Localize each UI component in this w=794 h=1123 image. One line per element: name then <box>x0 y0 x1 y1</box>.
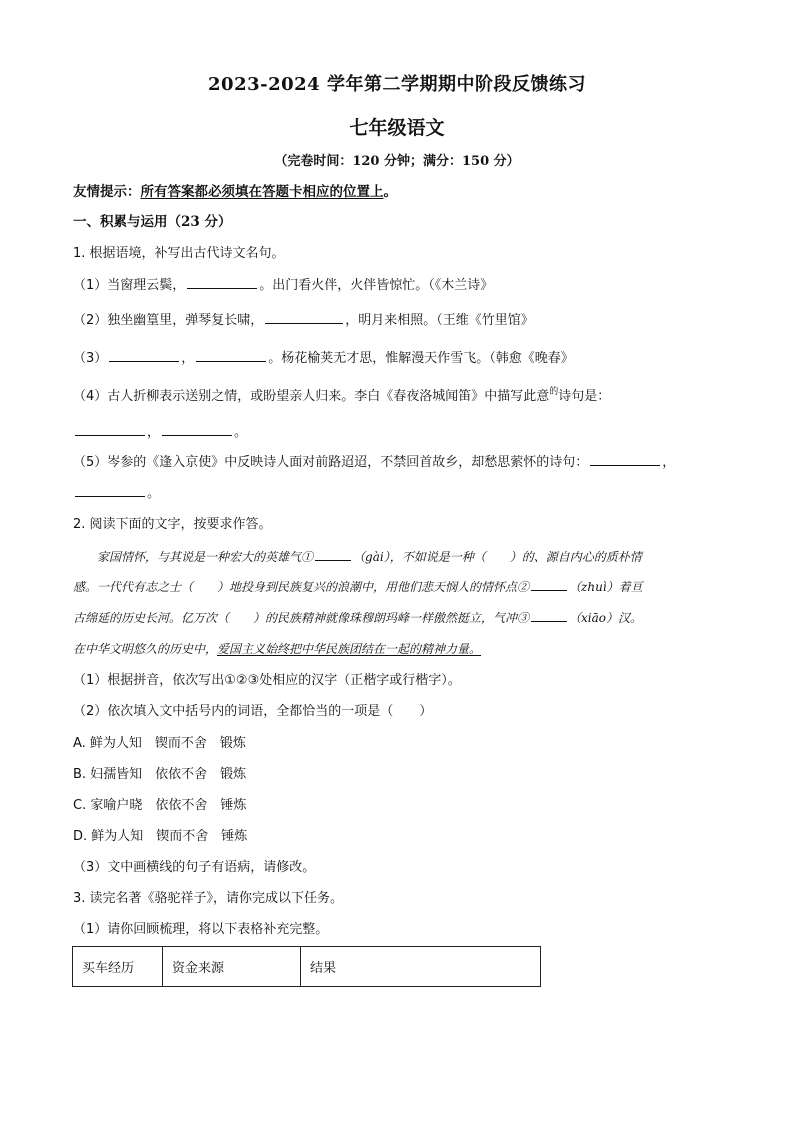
option-a[interactable]: A. 鲜为人知 锲而不舍 锻炼 <box>73 736 246 751</box>
question-2-stem: 2. 阅读下面的文字，按要求作答。 <box>73 517 272 532</box>
answer-blank[interactable] <box>109 349 179 362</box>
question-1-part-4-answer <box>73 423 247 442</box>
answer-blank[interactable] <box>531 609 567 622</box>
part-text: 的 <box>549 387 559 397</box>
answer-table <box>72 946 541 987</box>
question-1-part-1 <box>73 276 493 295</box>
underlined-sentence: 爱国主义始终把中华民族团结在一起的精神力量。 <box>217 642 482 656</box>
question-2-sub-3: （3）文中画横线的句子有语病，请修改。 <box>73 860 316 875</box>
part-text: ，明月来相照。（王维《竹里馆》 <box>345 313 534 328</box>
question-1-part-2 <box>73 311 534 330</box>
part-text: 。出门看火伴，火伴皆惊忙。（《木兰诗》 <box>259 278 494 293</box>
part-text: 。 <box>234 425 248 440</box>
option-c[interactable]: C. 家喻户晓 依依不舍 锤炼 <box>73 798 247 813</box>
exam-info: （完卷时间：120 分钟；满分：150 分） <box>274 154 520 169</box>
question-2-sub-1: （1）根据拼音，依次写出①②③处相应的汉字（正楷字或行楷字）。 <box>73 673 461 688</box>
answer-blank[interactable] <box>187 276 257 289</box>
answer-blank[interactable] <box>531 578 567 591</box>
exam-title: 2023-2024 学年第二学期期中阶段反馈练习 <box>208 74 586 95</box>
part-text: （3） <box>73 351 108 366</box>
answer-blank[interactable] <box>315 548 351 561</box>
part-text: （4）古人折柳表示送别之情，或盼望亲人归来。李白《春夜洛城闻笛》中描写此意 <box>73 389 550 404</box>
answer-blank[interactable] <box>75 423 145 436</box>
passage-text: （xiāo）汉。 <box>569 611 643 625</box>
table-row <box>73 947 541 987</box>
answer-blank[interactable] <box>196 349 266 362</box>
part-text: （1）当窗理云鬓， <box>73 278 186 293</box>
option-d[interactable]: D. 鲜为人知 锲而不舍 锤炼 <box>73 829 248 844</box>
question-2-sub-2: （2）依次填入文中括号内的词语，全都恰当的一项是（ ） <box>73 704 433 719</box>
exam-subtitle: 七年级语文 <box>349 117 445 139</box>
part-text: （5）岑参的《逢入京使》中反映诗人面对前路迢迢，不禁回首故乡，却愁思萦怀的诗句： <box>73 455 589 470</box>
table-header-cell: 结果 <box>301 947 541 987</box>
notice <box>73 183 397 201</box>
passage-line-3 <box>73 609 642 627</box>
option-b[interactable]: B. 妇孺皆知 依依不舍 锻炼 <box>73 767 247 782</box>
question-1-stem: 1. 根据语境，补写出古代诗文名句。 <box>73 246 285 261</box>
part-text: ， <box>147 425 161 440</box>
notice-label: 友情提示： <box>73 184 141 200</box>
answer-blank[interactable] <box>590 453 660 466</box>
answer-blank[interactable] <box>162 423 232 436</box>
passage-line-4 <box>73 640 481 658</box>
notice-text: 所有答案都必须填在答题卡相应的位置上 <box>140 184 384 200</box>
question-1-part-5 <box>73 453 675 472</box>
part-text: 。杨花榆荚无才思，惟解漫天作雪飞。（韩愈《晚春》 <box>268 351 574 366</box>
answer-blank[interactable] <box>265 311 343 324</box>
part-text: 。 <box>147 486 161 501</box>
passage-text: 感。一代代有志之士（ ）地投身到民族复兴的浪潮中，用他们悲天悯人的情怀点② <box>73 580 530 594</box>
section-heading: 一、积累与运用（23 分） <box>73 214 232 230</box>
question-3-stem: 3. 读完名著《骆驼祥子》，请你完成以下任务。 <box>73 891 344 906</box>
part-text: 诗句是： <box>558 389 611 404</box>
passage-text: （gài），不如说是一种（ ）的、源自内心的质朴情 <box>353 550 642 564</box>
passage-text: 在中华文明悠久的历史中， <box>73 642 218 656</box>
part-text: ， <box>181 351 195 366</box>
answer-blank[interactable] <box>75 484 145 497</box>
notice-end: 。 <box>383 184 397 200</box>
table-header-cell: 买车经历 <box>73 947 163 987</box>
question-3-sub-1: （1）请你回顾梳理，将以下表格补充完整。 <box>73 922 329 937</box>
question-1-part-4 <box>73 388 610 407</box>
passage-text: 家国情怀，与其说是一种宏大的英雄气① <box>97 550 314 564</box>
passage-line-2 <box>73 578 643 596</box>
passage-line-1 <box>97 548 642 566</box>
part-text: （2）独坐幽篁里，弹琴复长啸， <box>73 313 264 328</box>
passage-text: （zhuì）着亘 <box>569 580 643 594</box>
question-1-part-3 <box>73 349 574 368</box>
part-text: ， <box>662 455 676 470</box>
passage-text: 古绵延的历史长河。亿万次（ ）的民族精神就像珠穆朗玛峰一样傲然挺立，气冲③ <box>73 611 530 625</box>
question-1-part-5-answer <box>73 484 160 503</box>
table-header-cell: 资金来源 <box>163 947 301 987</box>
